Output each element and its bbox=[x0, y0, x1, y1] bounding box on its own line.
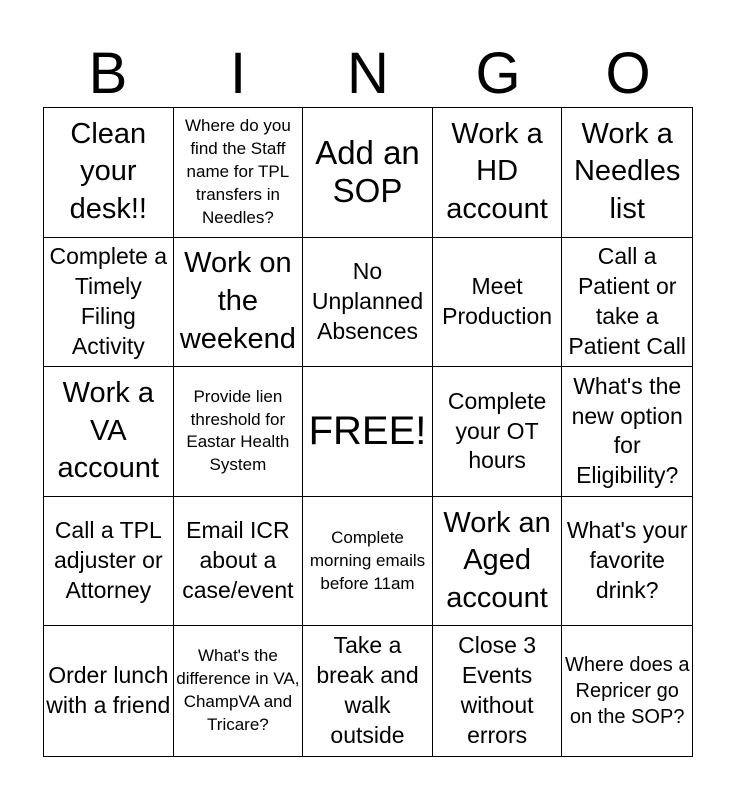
header-letter-n: N bbox=[347, 41, 389, 106]
free-space-cell[interactable] bbox=[303, 367, 433, 497]
bingo-cell-text: Email ICR about a case/event bbox=[182, 517, 294, 604]
bingo-cell[interactable] bbox=[174, 626, 304, 756]
bingo-cell-text: Order lunch with a friend bbox=[46, 662, 171, 719]
bingo-cell-text: What's the new option for Eligibility? bbox=[571, 372, 683, 489]
bingo-cell[interactable] bbox=[562, 497, 692, 627]
bingo-cell[interactable] bbox=[433, 626, 563, 756]
header-letter-o: O bbox=[605, 41, 651, 106]
bingo-cell-text: Call a TPL adjuster or Attorney bbox=[53, 517, 163, 604]
bingo-cell[interactable] bbox=[44, 626, 174, 756]
bingo-cell[interactable] bbox=[174, 238, 304, 368]
bingo-cell[interactable] bbox=[303, 626, 433, 756]
header-letter-g: G bbox=[475, 41, 521, 106]
bingo-cell[interactable] bbox=[174, 108, 304, 238]
bingo-cell[interactable] bbox=[174, 497, 304, 627]
bingo-cell-text: Where do you find the Staff name for TPL transfers in Needles? bbox=[184, 115, 291, 227]
bingo-cell-text: What's the difference in VA, ChampVA and Tricare? bbox=[176, 646, 300, 735]
bingo-cell-text: Where does a Repricer go on the SOP? bbox=[564, 654, 690, 729]
bingo-cell[interactable] bbox=[562, 367, 692, 497]
bingo-cell[interactable] bbox=[44, 238, 174, 368]
bingo-cell[interactable] bbox=[562, 108, 692, 238]
header-letter-i: I bbox=[229, 41, 247, 106]
bingo-cell[interactable] bbox=[433, 367, 563, 497]
bingo-cell[interactable] bbox=[44, 108, 174, 238]
bingo-cell-text: No Unplanned Absences bbox=[311, 258, 424, 344]
bingo-cell-text: Add an SOP bbox=[315, 134, 420, 210]
bingo-cell-text: Meet Production bbox=[442, 273, 553, 329]
bingo-cell-text: FREE! bbox=[308, 409, 427, 454]
bingo-cell[interactable] bbox=[562, 626, 692, 756]
bingo-cell-text: Clean your desk!! bbox=[69, 117, 147, 226]
bingo-header bbox=[43, 40, 693, 108]
bingo-cell-text: Work a VA account bbox=[57, 376, 160, 485]
bingo-cell[interactable] bbox=[303, 238, 433, 368]
bingo-cell-text: Work on the weekend bbox=[179, 247, 296, 355]
bingo-grid bbox=[43, 107, 693, 757]
bingo-cell[interactable] bbox=[433, 238, 563, 368]
bingo-cell-text: Close 3 Events without errors bbox=[458, 632, 537, 749]
bingo-cell[interactable] bbox=[433, 497, 563, 627]
bingo-cell-text: Complete a Timely Filing Activity bbox=[49, 243, 168, 359]
bingo-cell[interactable] bbox=[303, 497, 433, 627]
bingo-cell-text: Work a Needles list bbox=[573, 117, 681, 226]
bingo-cell-text: Work a HD account bbox=[446, 117, 548, 226]
bingo-cell[interactable] bbox=[174, 367, 304, 497]
bingo-cell-text: Work an Aged account bbox=[443, 506, 551, 614]
bingo-cell-text: Complete morning emails before 11am bbox=[309, 527, 426, 593]
bingo-cell[interactable] bbox=[44, 367, 174, 497]
bingo-cell[interactable] bbox=[44, 497, 174, 627]
bingo-cell[interactable] bbox=[303, 108, 433, 238]
bingo-cell[interactable] bbox=[433, 108, 563, 238]
bingo-cell-text: Take a break and walk outside bbox=[316, 632, 419, 749]
bingo-cell-text: Complete your OT hours bbox=[447, 387, 547, 474]
bingo-cell-text: Provide lien threshold for Eastar Health System bbox=[186, 386, 290, 475]
bingo-cell-text: What's your favorite drink? bbox=[566, 517, 688, 604]
bingo-cell[interactable] bbox=[562, 238, 692, 368]
bingo-cell-text: Call a Patient or take a Patient Call bbox=[568, 243, 686, 359]
header-letter-b: B bbox=[88, 41, 128, 106]
